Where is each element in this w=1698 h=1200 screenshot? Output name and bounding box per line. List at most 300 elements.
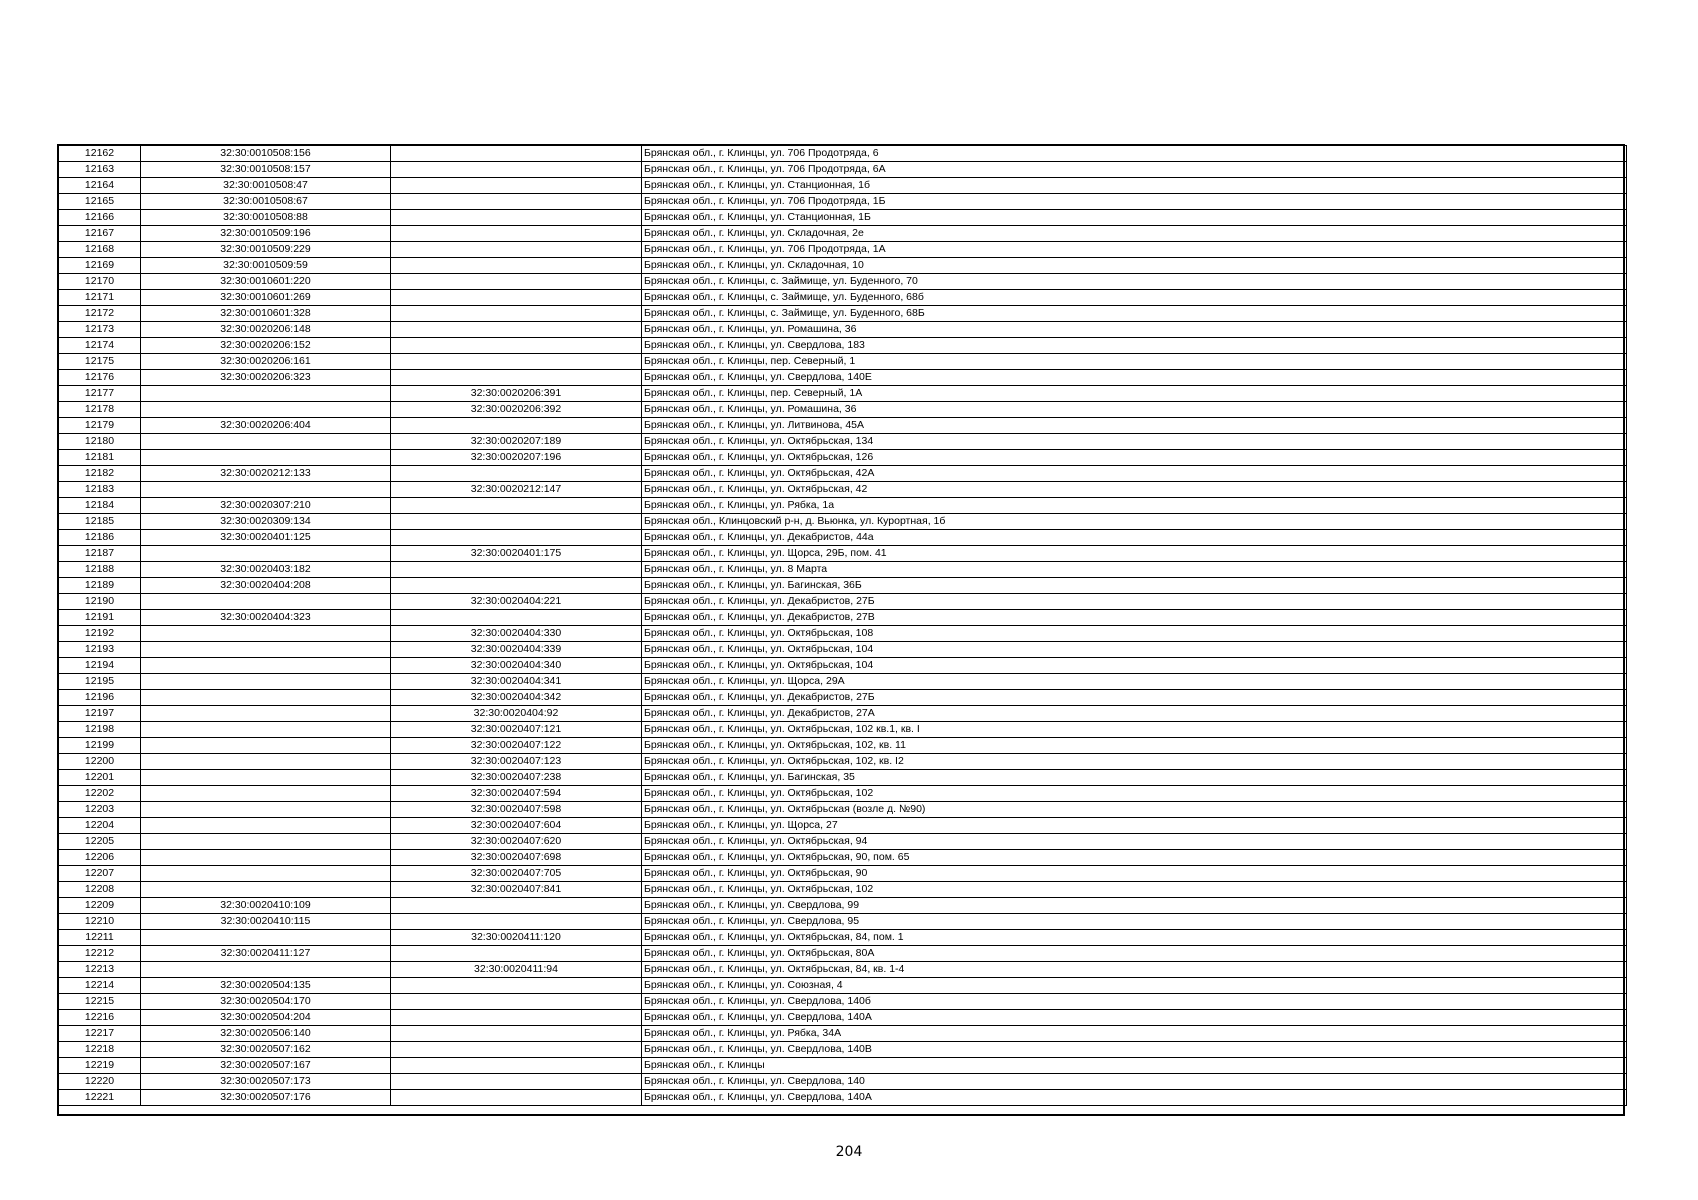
address-cell: Брянская обл., г. Клинцы, ул. Ромашина, 36 [642, 322, 1627, 338]
address-cell: Брянская обл., г. Клинцы, ул. Октябрьская, 126 [642, 450, 1627, 466]
row-number-cell: 12165 [59, 194, 141, 210]
cadastral-number-alt-cell [391, 306, 642, 322]
table-row [59, 194, 1627, 210]
cadastral-number-alt-cell: 32:30:0020212:147 [391, 482, 642, 498]
row-number-cell: 12210 [59, 914, 141, 930]
table-row [59, 1026, 1627, 1042]
address-cell: Брянская обл., г. Клинцы, ул. Декабристов, 27В [642, 610, 1627, 626]
row-number-cell: 12217 [59, 1026, 141, 1042]
cadastral-number-cell: 32:30:0020206:148 [141, 322, 391, 338]
row-number-cell: 12179 [59, 418, 141, 434]
table-row [59, 642, 1627, 658]
cadastral-number-alt-cell: 32:30:0020404:341 [391, 674, 642, 690]
cadastral-number-cell: 32:30:0020307:210 [141, 498, 391, 514]
cadastral-number-cell [141, 754, 391, 770]
cadastral-number-alt-cell [391, 242, 642, 258]
cadastral-number-cell: 32:30:0010509:196 [141, 226, 391, 242]
address-cell: Брянская обл., г. Клинцы, ул. Октябрьская, 102, кв. I2 [642, 754, 1627, 770]
table-row [59, 210, 1627, 226]
cadastral-number-cell: 32:30:0020206:323 [141, 370, 391, 386]
cadastral-number-cell [141, 818, 391, 834]
cadastral-number-cell: 32:30:0020504:204 [141, 1010, 391, 1026]
cadastral-number-cell: 32:30:0020506:140 [141, 1026, 391, 1042]
table-row [59, 578, 1627, 594]
cadastral-number-cell [141, 770, 391, 786]
cadastral-number-cell [141, 658, 391, 674]
row-number-cell: 12173 [59, 322, 141, 338]
address-cell: Брянская обл., г. Клинцы, ул. Октябрьская, 102, кв. 11 [642, 738, 1627, 754]
cadastral-number-cell [141, 546, 391, 562]
cadastral-number-alt-cell: 32:30:0020407:841 [391, 882, 642, 898]
cadastral-number-alt-cell: 32:30:0020407:238 [391, 770, 642, 786]
row-number-cell: 12162 [59, 146, 141, 162]
table-row [59, 242, 1627, 258]
address-cell: Брянская обл., г. Клинцы, ул. Багинская, 36Б [642, 578, 1627, 594]
cadastral-number-alt-cell [391, 1058, 642, 1074]
address-cell: Брянская обл., г. Клинцы, ул. Щорса, 29А [642, 674, 1627, 690]
cadastral-number-alt-cell [391, 194, 642, 210]
table-row [59, 962, 1627, 978]
cadastral-number-alt-cell [391, 178, 642, 194]
row-number-cell: 12166 [59, 210, 141, 226]
address-cell: Брянская обл., г. Клинцы, ул. Свердлова, 99 [642, 898, 1627, 914]
cadastral-number-alt-cell: 32:30:0020404:330 [391, 626, 642, 642]
address-cell: Брянская обл., г. Клинцы, ул. Декабристов, 27А [642, 706, 1627, 722]
row-number-cell: 12202 [59, 786, 141, 802]
cadastral-number-alt-cell: 32:30:0020407:123 [391, 754, 642, 770]
cadastral-number-cell [141, 850, 391, 866]
row-number-cell: 12167 [59, 226, 141, 242]
page-number: 204 [835, 1144, 863, 1160]
cadastral-number-alt-cell [391, 338, 642, 354]
cadastral-number-alt-cell [391, 578, 642, 594]
address-cell: Брянская обл., г. Клинцы, ул. Свердлова, 140Е [642, 370, 1627, 386]
row-number-cell: 12215 [59, 994, 141, 1010]
cadastral-number-alt-cell: 32:30:0020407:122 [391, 738, 642, 754]
address-cell: Брянская обл., г. Клинцы, ул. Станционная, 1б [642, 178, 1627, 194]
address-cell: Брянская обл., г. Клинцы, ул. 706 Продотряда, 6А [642, 162, 1627, 178]
table-row [59, 610, 1627, 626]
address-cell: Брянская обл., г. Клинцы, ул. Октябрьская, 102 [642, 882, 1627, 898]
address-cell: Брянская обл., г. Клинцы, с. Займище, ул. Буденного, 70 [642, 274, 1627, 290]
table-row [59, 370, 1627, 386]
row-number-cell: 12176 [59, 370, 141, 386]
address-cell: Брянская обл., Клинцовский р-н, д. Вьюнка, ул. Курортная, 1б [642, 514, 1627, 530]
address-cell: Брянская обл., г. Клинцы, ул. 8 Марта [642, 562, 1627, 578]
cadastral-number-cell: 32:30:0010601:269 [141, 290, 391, 306]
table-row [59, 1074, 1627, 1090]
cadastral-number-cell: 32:30:0020212:133 [141, 466, 391, 482]
table-row [59, 978, 1627, 994]
row-number-cell: 12198 [59, 722, 141, 738]
table-row [59, 338, 1627, 354]
cadastral-number-alt-cell [391, 1090, 642, 1106]
cadastral-number-alt-cell [391, 322, 642, 338]
cadastral-number-alt-cell: 32:30:0020206:392 [391, 402, 642, 418]
row-number-cell: 12209 [59, 898, 141, 914]
address-cell: Брянская обл., г. Клинцы, ул. Складочная, 10 [642, 258, 1627, 274]
table-body [59, 146, 1627, 1106]
cadastral-number-alt-cell: 32:30:0020207:196 [391, 450, 642, 466]
cadastral-number-cell [141, 434, 391, 450]
table-row [59, 706, 1627, 722]
row-number-cell: 12212 [59, 946, 141, 962]
cadastral-number-cell: 32:30:0020401:125 [141, 530, 391, 546]
row-number-cell: 12207 [59, 866, 141, 882]
address-cell: Брянская обл., г. Клинцы, ул. Складочная, 2е [642, 226, 1627, 242]
cadastral-number-cell: 32:30:0020507:162 [141, 1042, 391, 1058]
cadastral-number-alt-cell: 32:30:0020207:189 [391, 434, 642, 450]
cadastral-number-alt-cell [391, 1010, 642, 1026]
cadastral-number-alt-cell [391, 354, 642, 370]
table-row [59, 882, 1627, 898]
table-row [59, 626, 1627, 642]
address-cell: Брянская обл., г. Клинцы, ул. Станционная, 1Б [642, 210, 1627, 226]
row-number-cell: 12169 [59, 258, 141, 274]
cadastral-number-cell: 32:30:0010508:156 [141, 146, 391, 162]
table-row [59, 1090, 1627, 1106]
table-row [59, 770, 1627, 786]
address-cell: Брянская обл., г. Клинцы, ул. 706 Продотряда, 1Б [642, 194, 1627, 210]
table-row [59, 290, 1627, 306]
table-row [59, 546, 1627, 562]
row-number-cell: 12214 [59, 978, 141, 994]
address-cell: Брянская обл., г. Клинцы, ул. Октябрьская (возле д. №90) [642, 802, 1627, 818]
table-row [59, 418, 1627, 434]
cadastral-number-alt-cell: 32:30:0020407:604 [391, 818, 642, 834]
row-number-cell: 12189 [59, 578, 141, 594]
table-row [59, 226, 1627, 242]
address-cell: Брянская обл., г. Клинцы, ул. 706 Продотряда, 1А [642, 242, 1627, 258]
cadastral-number-cell [141, 642, 391, 658]
cadastral-number-cell [141, 674, 391, 690]
cadastral-number-alt-cell: 32:30:0020407:121 [391, 722, 642, 738]
table-row [59, 514, 1627, 530]
address-cell: Брянская обл., г. Клинцы, ул. Октябрьская, 84, пом. 1 [642, 930, 1627, 946]
cadastral-number-alt-cell [391, 514, 642, 530]
cadastral-number-cell [141, 834, 391, 850]
cadastral-number-cell: 32:30:0020206:161 [141, 354, 391, 370]
cadastral-table [58, 145, 1627, 1106]
address-cell: Брянская обл., г. Клинцы, ул. Литвинова, 45А [642, 418, 1627, 434]
table-row [59, 274, 1627, 290]
cadastral-number-alt-cell: 32:30:0020411:120 [391, 930, 642, 946]
cadastral-number-alt-cell [391, 258, 642, 274]
cadastral-number-alt-cell: 32:30:0020407:620 [391, 834, 642, 850]
address-cell: Брянская обл., г. Клинцы, ул. Октябрьская, 104 [642, 642, 1627, 658]
address-cell: Брянская обл., г. Клинцы, ул. Свердлова, 140б [642, 994, 1627, 1010]
table-row [59, 802, 1627, 818]
cadastral-number-cell [141, 706, 391, 722]
address-cell: Брянская обл., г. Клинцы, ул. Октябрьская, 108 [642, 626, 1627, 642]
cadastral-number-alt-cell [391, 1026, 642, 1042]
address-cell: Брянская обл., г. Клинцы, ул. Октябрьская, 104 [642, 658, 1627, 674]
table-row [59, 1042, 1627, 1058]
row-number-cell: 12187 [59, 546, 141, 562]
address-cell: Брянская обл., г. Клинцы, ул. Октябрьская, 80А [642, 946, 1627, 962]
table-row [59, 946, 1627, 962]
cadastral-number-cell: 32:30:0020206:152 [141, 338, 391, 354]
cadastral-number-alt-cell [391, 466, 642, 482]
table-row [59, 866, 1627, 882]
table-row [59, 994, 1627, 1010]
table-row [59, 1010, 1627, 1026]
row-number-cell: 12164 [59, 178, 141, 194]
cadastral-number-cell: 32:30:0010508:67 [141, 194, 391, 210]
address-cell: Брянская обл., г. Клинцы, ул. Ромашина, 36 [642, 402, 1627, 418]
table-row [59, 178, 1627, 194]
cadastral-number-cell: 32:30:0010508:157 [141, 162, 391, 178]
address-cell: Брянская обл., г. Клинцы, ул. Свердлова, 140А [642, 1010, 1627, 1026]
cadastral-number-cell [141, 962, 391, 978]
address-cell: Брянская обл., г. Клинцы, ул. Рябка, 34А [642, 1026, 1627, 1042]
table-row [59, 258, 1627, 274]
row-number-cell: 12195 [59, 674, 141, 690]
table-row [59, 434, 1627, 450]
cadastral-number-alt-cell: 32:30:0020404:221 [391, 594, 642, 610]
cadastral-number-cell [141, 450, 391, 466]
address-cell: Брянская обл., г. Клинцы, ул. Октябрьская, 102 [642, 786, 1627, 802]
row-number-cell: 12174 [59, 338, 141, 354]
table-row [59, 914, 1627, 930]
cadastral-number-cell: 32:30:0010508:88 [141, 210, 391, 226]
row-number-cell: 12216 [59, 1010, 141, 1026]
cadastral-number-cell: 32:30:0020410:115 [141, 914, 391, 930]
row-number-cell: 12182 [59, 466, 141, 482]
table-row [59, 562, 1627, 578]
row-number-cell: 12199 [59, 738, 141, 754]
table-row [59, 354, 1627, 370]
address-cell: Брянская обл., г. Клинцы, ул. Рябка, 1а [642, 498, 1627, 514]
cadastral-number-cell [141, 738, 391, 754]
cadastral-number-alt-cell [391, 418, 642, 434]
address-cell: Брянская обл., г. Клинцы, ул. Октябрьская, 90 [642, 866, 1627, 882]
cadastral-number-cell: 32:30:0020507:173 [141, 1074, 391, 1090]
cadastral-number-alt-cell [391, 898, 642, 914]
row-number-cell: 12200 [59, 754, 141, 770]
row-number-cell: 12213 [59, 962, 141, 978]
cadastral-number-alt-cell: 32:30:0020407:594 [391, 786, 642, 802]
cadastral-number-alt-cell [391, 226, 642, 242]
cadastral-number-cell: 32:30:0020309:134 [141, 514, 391, 530]
row-number-cell: 12188 [59, 562, 141, 578]
cadastral-number-cell [141, 866, 391, 882]
address-cell: Брянская обл., г. Клинцы, ул. Октябрьская, 90, пом. 65 [642, 850, 1627, 866]
cadastral-number-cell: 32:30:0010601:220 [141, 274, 391, 290]
address-cell: Брянская обл., г. Клинцы, ул. Октябрьская, 42 [642, 482, 1627, 498]
table-row [59, 1058, 1627, 1074]
address-cell: Брянская обл., г. Клинцы, ул. Щорса, 27 [642, 818, 1627, 834]
cadastral-number-alt-cell [391, 946, 642, 962]
table-row [59, 146, 1627, 162]
cadastral-number-cell [141, 690, 391, 706]
row-number-cell: 12221 [59, 1090, 141, 1106]
row-number-cell: 12196 [59, 690, 141, 706]
row-number-cell: 12203 [59, 802, 141, 818]
table-row [59, 386, 1627, 402]
table-row [59, 674, 1627, 690]
cadastral-number-cell: 32:30:0020411:127 [141, 946, 391, 962]
table-row [59, 850, 1627, 866]
cadastral-number-alt-cell [391, 530, 642, 546]
cadastral-number-alt-cell [391, 994, 642, 1010]
cadastral-number-alt-cell [391, 370, 642, 386]
cadastral-number-alt-cell [391, 290, 642, 306]
address-cell: Брянская обл., г. Клинцы, ул. Октябрьская, 42А [642, 466, 1627, 482]
cadastral-number-alt-cell [391, 562, 642, 578]
cadastral-number-alt-cell [391, 210, 642, 226]
cadastral-number-cell [141, 626, 391, 642]
cadastral-number-cell [141, 482, 391, 498]
table-row [59, 306, 1627, 322]
cadastral-number-cell [141, 722, 391, 738]
table-row [59, 402, 1627, 418]
row-number-cell: 12218 [59, 1042, 141, 1058]
cadastral-number-alt-cell [391, 498, 642, 514]
cadastral-number-alt-cell [391, 1074, 642, 1090]
row-number-cell: 12181 [59, 450, 141, 466]
cadastral-number-alt-cell: 32:30:0020407:705 [391, 866, 642, 882]
table-row [59, 530, 1627, 546]
cadastral-number-alt-cell [391, 162, 642, 178]
cadastral-number-cell [141, 386, 391, 402]
row-number-cell: 12178 [59, 402, 141, 418]
cadastral-number-cell: 32:30:0020507:167 [141, 1058, 391, 1074]
row-number-cell: 12183 [59, 482, 141, 498]
cadastral-number-cell: 32:30:0020507:176 [141, 1090, 391, 1106]
table-row [59, 930, 1627, 946]
cadastral-number-cell: 32:30:0020504:170 [141, 994, 391, 1010]
cadastral-number-alt-cell: 32:30:0020404:339 [391, 642, 642, 658]
cadastral-number-cell: 32:30:0010509:229 [141, 242, 391, 258]
table-row [59, 450, 1627, 466]
row-number-cell: 12192 [59, 626, 141, 642]
cadastral-number-cell: 32:30:0020404:323 [141, 610, 391, 626]
row-number-cell: 12211 [59, 930, 141, 946]
address-cell: Брянская обл., г. Клинцы, ул. Свердлова, 140А [642, 1090, 1627, 1106]
cadastral-number-alt-cell: 32:30:0020411:94 [391, 962, 642, 978]
table-row [59, 498, 1627, 514]
table-row [59, 818, 1627, 834]
address-cell: Брянская обл., г. Клинцы, ул. Октябрьская, 134 [642, 434, 1627, 450]
table-row [59, 482, 1627, 498]
row-number-cell: 12206 [59, 850, 141, 866]
row-number-cell: 12185 [59, 514, 141, 530]
cadastral-number-cell: 32:30:0020206:404 [141, 418, 391, 434]
row-number-cell: 12191 [59, 610, 141, 626]
address-cell: Брянская обл., г. Клинцы, ул. Свердлова, 140 [642, 1074, 1627, 1090]
address-cell: Брянская обл., г. Клинцы, ул. Щорса, 29Б, пом. 41 [642, 546, 1627, 562]
row-number-cell: 12208 [59, 882, 141, 898]
cadastral-number-alt-cell: 32:30:0020404:342 [391, 690, 642, 706]
row-number-cell: 12168 [59, 242, 141, 258]
table-row [59, 738, 1627, 754]
cadastral-number-cell [141, 882, 391, 898]
address-cell: Брянская обл., г. Клинцы, ул. Декабристов, 44а [642, 530, 1627, 546]
cadastral-number-cell [141, 402, 391, 418]
cadastral-number-cell [141, 786, 391, 802]
row-number-cell: 12204 [59, 818, 141, 834]
table-row [59, 466, 1627, 482]
cadastral-number-alt-cell: 32:30:0020407:698 [391, 850, 642, 866]
cadastral-number-alt-cell [391, 274, 642, 290]
table-row [59, 786, 1627, 802]
address-cell: Брянская обл., г. Клинцы, ул. Декабристов, 27Б [642, 594, 1627, 610]
row-number-cell: 12184 [59, 498, 141, 514]
address-cell: Брянская обл., г. Клинцы, с. Займище, ул. Буденного, 68Б [642, 306, 1627, 322]
row-number-cell: 12171 [59, 290, 141, 306]
row-number-cell: 12194 [59, 658, 141, 674]
cadastral-number-alt-cell: 32:30:0020404:92 [391, 706, 642, 722]
address-cell: Брянская обл., г. Клинцы, ул. Октябрьская, 84, кв. 1-4 [642, 962, 1627, 978]
table-row [59, 690, 1627, 706]
address-cell: Брянская обл., г. Клинцы, ул. Свердлова, 183 [642, 338, 1627, 354]
cadastral-number-alt-cell [391, 610, 642, 626]
address-cell: Брянская обл., г. Клинцы, ул. Свердлова, 95 [642, 914, 1627, 930]
row-number-cell: 12186 [59, 530, 141, 546]
cadastral-number-alt-cell: 32:30:0020404:340 [391, 658, 642, 674]
cadastral-number-cell [141, 594, 391, 610]
cadastral-number-cell: 32:30:0010508:47 [141, 178, 391, 194]
row-number-cell: 12163 [59, 162, 141, 178]
address-cell: Брянская обл., г. Клинцы, пер. Северный, 1А [642, 386, 1627, 402]
address-cell: Брянская обл., г. Клинцы, ул. Октябрьская, 102 кв.1, кв. I [642, 722, 1627, 738]
table-row [59, 162, 1627, 178]
cadastral-number-alt-cell: 32:30:0020407:598 [391, 802, 642, 818]
row-number-cell: 12177 [59, 386, 141, 402]
cadastral-number-cell: 32:30:0020410:109 [141, 898, 391, 914]
cadastral-number-cell: 32:30:0010509:59 [141, 258, 391, 274]
cadastral-number-cell: 32:30:0020504:135 [141, 978, 391, 994]
row-number-cell: 12197 [59, 706, 141, 722]
address-cell: Брянская обл., г. Клинцы, ул. Декабристов, 27Б [642, 690, 1627, 706]
address-cell: Брянская обл., г. Клинцы, ул. Свердлова, 140В [642, 1042, 1627, 1058]
table-row [59, 898, 1627, 914]
cadastral-number-alt-cell: 32:30:0020206:391 [391, 386, 642, 402]
row-number-cell: 12180 [59, 434, 141, 450]
row-number-cell: 12220 [59, 1074, 141, 1090]
cadastral-number-alt-cell: 32:30:0020401:175 [391, 546, 642, 562]
cadastral-number-alt-cell [391, 914, 642, 930]
address-cell: Брянская обл., г. Клинцы, ул. Багинская, 35 [642, 770, 1627, 786]
row-number-cell: 12201 [59, 770, 141, 786]
table-row [59, 754, 1627, 770]
table-row [59, 834, 1627, 850]
row-number-cell: 12193 [59, 642, 141, 658]
address-cell: Брянская обл., г. Клинцы [642, 1058, 1627, 1074]
address-cell: Брянская обл., г. Клинцы, ул. 706 Продотряда, 6 [642, 146, 1627, 162]
row-number-cell: 12190 [59, 594, 141, 610]
cadastral-number-cell [141, 930, 391, 946]
address-cell: Брянская обл., г. Клинцы, пер. Северный, 1 [642, 354, 1627, 370]
cadastral-number-cell [141, 802, 391, 818]
table-row [59, 322, 1627, 338]
row-number-cell: 12175 [59, 354, 141, 370]
table-row [59, 722, 1627, 738]
address-cell: Брянская обл., г. Клинцы, ул. Союзная, 4 [642, 978, 1627, 994]
cadastral-number-cell: 32:30:0010601:328 [141, 306, 391, 322]
table-row [59, 594, 1627, 610]
row-number-cell: 12172 [59, 306, 141, 322]
cadastral-number-alt-cell [391, 1042, 642, 1058]
cadastral-number-cell: 32:30:0020403:182 [141, 562, 391, 578]
address-cell: Брянская обл., г. Клинцы, ул. Октябрьская, 94 [642, 834, 1627, 850]
row-number-cell: 12170 [59, 274, 141, 290]
cadastral-number-alt-cell [391, 978, 642, 994]
row-number-cell: 12205 [59, 834, 141, 850]
cadastral-number-alt-cell [391, 146, 642, 162]
table-row [59, 658, 1627, 674]
